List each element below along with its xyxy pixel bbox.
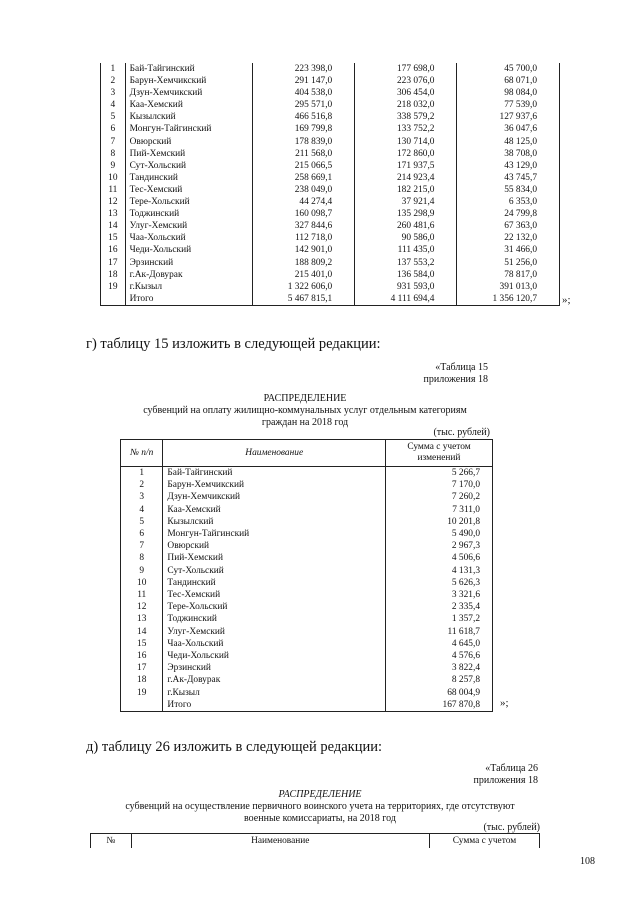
row-value-federal: 43 129,0 — [457, 160, 560, 172]
revenue-table — [100, 63, 560, 306]
row-name: Бай-Тайгинский — [163, 467, 386, 480]
row-value-regional: 137 553,2 — [355, 257, 457, 269]
row-value-federal: 67 363,0 — [457, 220, 560, 232]
col-header-name: Наименование — [163, 440, 386, 467]
row-number: 19 — [121, 687, 163, 699]
row-sum: 167 870,8 — [386, 699, 493, 712]
row-name: Чаа-Хольский — [163, 638, 386, 650]
row-value-regional: 177 698,0 — [355, 63, 457, 75]
row-value-total: 466 516,8 — [252, 111, 354, 123]
row-sum: 4 576,6 — [386, 650, 493, 662]
row-name: Сут-Хольский — [163, 565, 386, 577]
row-value-regional: 37 921,4 — [355, 196, 457, 208]
row-value-federal: 43 745,7 — [457, 172, 560, 184]
row-value-regional: 130 714,0 — [355, 136, 457, 148]
row-name: Монгун-Тайгинский — [125, 123, 252, 135]
row-name: Эрзинский — [125, 257, 252, 269]
row-sum: 5 626,3 — [386, 577, 493, 589]
row-name: Барун-Хемчикский — [125, 75, 252, 87]
row-number: 4 — [101, 99, 126, 111]
table-row — [121, 516, 493, 528]
row-value-federal: 68 071,0 — [457, 75, 560, 87]
section-g-title-block — [100, 393, 510, 429]
row-number: 9 — [101, 160, 126, 172]
section-d-units: (тыс. рублей) — [483, 822, 540, 833]
row-sum: 7 311,0 — [386, 504, 493, 516]
row-name: Тес-Хемский — [125, 184, 252, 196]
row-number: 2 — [101, 75, 126, 87]
row-value-total: 291 147,0 — [252, 75, 354, 87]
row-value-total: 178 839,0 — [252, 136, 354, 148]
row-value-total: 211 568,0 — [252, 148, 354, 160]
row-sum: 1 357,2 — [386, 613, 493, 625]
row-value-federal: 48 125,0 — [457, 136, 560, 148]
row-value-federal: 45 700,0 — [457, 63, 560, 75]
row-value-federal: 6 353,0 — [457, 196, 560, 208]
row-value-federal: 31 466,0 — [457, 244, 560, 256]
row-number: 11 — [121, 589, 163, 601]
row-number: 18 — [101, 269, 126, 281]
row-name: г.Кызыл — [125, 281, 252, 293]
col-header-number: № — [91, 834, 132, 849]
row-name: Улуг-Хемский — [163, 626, 386, 638]
row-value-federal: 127 937,6 — [457, 111, 560, 123]
row-number: 15 — [121, 638, 163, 650]
table-row — [121, 504, 493, 516]
row-name: Каа-Хемский — [125, 99, 252, 111]
row-number: 12 — [101, 196, 126, 208]
row-value-regional: 260 481,6 — [355, 220, 457, 232]
col-header-sum: Сумма с учетом — [429, 834, 539, 849]
section-d-title: РАСПРЕДЕЛЕНИЕ — [278, 789, 362, 800]
row-number: 8 — [101, 148, 126, 160]
table-row — [101, 136, 560, 148]
section-d-heading: д) таблицу 26 изложить в следующей редакции: — [86, 739, 383, 755]
col-header-name: Наименование — [131, 834, 429, 849]
row-value-total: 238 049,0 — [252, 184, 354, 196]
row-name: Кызылский — [125, 111, 252, 123]
row-number: 5 — [121, 516, 163, 528]
page-number: 108 — [580, 856, 595, 867]
row-name: Чеди-Хольский — [125, 244, 252, 256]
row-name: Чаа-Хольский — [125, 232, 252, 244]
row-number: 1 — [101, 63, 126, 75]
table-row — [121, 613, 493, 625]
row-value-regional: 90 586,0 — [355, 232, 457, 244]
military-registration-table — [90, 833, 540, 848]
row-number: 19 — [101, 281, 126, 293]
table-row — [121, 491, 493, 503]
section-g-heading: г) таблицу 15 изложить в следующей редакции: — [86, 336, 381, 352]
table-row — [121, 552, 493, 564]
row-value-total: 188 809,2 — [252, 257, 354, 269]
table-row — [121, 687, 493, 699]
row-number: 7 — [121, 540, 163, 552]
table-row — [101, 99, 560, 111]
section-d-subtitle2: военные комиссариаты, на 2018 год — [244, 813, 396, 824]
row-value-regional: 171 937,5 — [355, 160, 457, 172]
row-value-total: 142 901,0 — [252, 244, 354, 256]
row-sum: 4 131,3 — [386, 565, 493, 577]
table-row — [101, 111, 560, 123]
row-name: Итого — [125, 293, 252, 306]
row-number: 6 — [101, 123, 126, 135]
row-number: 6 — [121, 528, 163, 540]
row-number: 14 — [101, 220, 126, 232]
row-value-total: 215 401,0 — [252, 269, 354, 281]
row-value-federal: 1 356 120,7 — [457, 293, 560, 306]
row-value-total: 5 467 815,1 — [252, 293, 354, 306]
row-name: Тоджинский — [125, 208, 252, 220]
row-sum: 7 260,2 — [386, 491, 493, 503]
table-row — [101, 208, 560, 220]
row-value-total: 327 844,6 — [252, 220, 354, 232]
row-value-regional: 306 454,0 — [355, 87, 457, 99]
row-name: Улуг-Хемский — [125, 220, 252, 232]
table-row — [121, 662, 493, 674]
row-number — [101, 293, 126, 306]
row-value-total: 295 571,0 — [252, 99, 354, 111]
table-row — [121, 601, 493, 613]
section-d-ref-line1: «Таблица 26 — [485, 763, 538, 774]
section-d-ref-line2: приложения 18 — [473, 775, 538, 786]
row-number: 12 — [121, 601, 163, 613]
row-number: 13 — [101, 208, 126, 220]
row-number — [121, 699, 163, 712]
table1-closing-quote: »; — [562, 294, 571, 306]
row-number: 5 — [101, 111, 126, 123]
row-number: 16 — [121, 650, 163, 662]
row-value-federal: 78 817,0 — [457, 269, 560, 281]
row-name: Тоджинский — [163, 613, 386, 625]
row-name: Итого — [163, 699, 386, 712]
row-value-federal: 391 013,0 — [457, 281, 560, 293]
table-row — [121, 674, 493, 686]
table-row — [101, 75, 560, 87]
row-name: Пий-Хемский — [125, 148, 252, 160]
row-value-total: 169 799,8 — [252, 123, 354, 135]
row-value-total: 223 398,0 — [252, 63, 354, 75]
row-number: 17 — [121, 662, 163, 674]
table-row — [101, 172, 560, 184]
table2-closing-quote: »; — [500, 697, 509, 709]
row-value-regional: 133 752,2 — [355, 123, 457, 135]
section-d-subtitle1: субвенций на осуществление первичного воинского учета на территориях, где отсутствуют — [125, 801, 515, 812]
table-row — [101, 63, 560, 75]
row-value-federal: 77 539,0 — [457, 99, 560, 111]
row-name: г.Ак-Довурак — [125, 269, 252, 281]
row-number: 9 — [121, 565, 163, 577]
row-name: г.Ак-Довурак — [163, 674, 386, 686]
row-value-federal: 98 084,0 — [457, 87, 560, 99]
row-name: Сут-Хольский — [125, 160, 252, 172]
row-value-total: 112 718,0 — [252, 232, 354, 244]
table-row — [121, 577, 493, 589]
table-row — [121, 528, 493, 540]
section-g-subtitle2: граждан на 2018 год — [261, 417, 349, 428]
row-name: Тере-Хольский — [163, 601, 386, 613]
row-name: г.Кызыл — [163, 687, 386, 699]
row-name: Дзун-Хемчикский — [163, 491, 386, 503]
row-value-federal: 24 799,8 — [457, 208, 560, 220]
table-row — [101, 148, 560, 160]
row-value-total: 215 066,5 — [252, 160, 354, 172]
housing-subsidy-table — [120, 439, 493, 712]
section-d-title-block — [90, 789, 550, 825]
row-value-regional: 223 076,0 — [355, 75, 457, 87]
row-value-total: 160 098,7 — [252, 208, 354, 220]
table-row — [101, 184, 560, 196]
row-sum: 11 618,7 — [386, 626, 493, 638]
row-name: Чеди-Хольский — [163, 650, 386, 662]
table-row — [101, 257, 560, 269]
row-sum: 5 490,0 — [386, 528, 493, 540]
row-value-regional: 338 579,2 — [355, 111, 457, 123]
row-sum: 68 004,9 — [386, 687, 493, 699]
row-value-regional: 214 923,4 — [355, 172, 457, 184]
table-row — [101, 269, 560, 281]
row-number: 18 — [121, 674, 163, 686]
row-name: Тандинский — [125, 172, 252, 184]
row-name: Барун-Хемчикский — [163, 479, 386, 491]
row-number: 3 — [101, 87, 126, 99]
row-name: Бай-Тайгинский — [125, 63, 252, 75]
table-row — [101, 160, 560, 172]
row-number: 7 — [101, 136, 126, 148]
section-g-ref-line2: приложения 18 — [423, 374, 488, 385]
row-sum: 10 201,8 — [386, 516, 493, 528]
row-number: 4 — [121, 504, 163, 516]
row-value-regional: 182 215,0 — [355, 184, 457, 196]
col-header-sum: Сумма с учетом изменений — [386, 440, 493, 467]
table-row — [101, 232, 560, 244]
row-value-federal: 55 834,0 — [457, 184, 560, 196]
row-number: 11 — [101, 184, 126, 196]
table-row — [101, 87, 560, 99]
table-row — [121, 565, 493, 577]
row-value-total: 404 538,0 — [252, 87, 354, 99]
col-header-number: № п/п — [121, 440, 163, 467]
table-row — [121, 638, 493, 650]
row-name: Тандинский — [163, 577, 386, 589]
housing-subsidy-table-body — [121, 467, 493, 712]
table-row — [101, 196, 560, 208]
row-value-federal: 51 256,0 — [457, 257, 560, 269]
row-number: 1 — [121, 467, 163, 480]
row-value-regional: 136 584,0 — [355, 269, 457, 281]
row-number: 2 — [121, 479, 163, 491]
row-value-total: 1 322 606,0 — [252, 281, 354, 293]
row-number: 14 — [121, 626, 163, 638]
table-row — [121, 479, 493, 491]
row-sum: 4 645,0 — [386, 638, 493, 650]
table-row — [121, 626, 493, 638]
row-name: Монгун-Тайгинский — [163, 528, 386, 540]
row-value-regional: 931 593,0 — [355, 281, 457, 293]
row-number: 10 — [121, 577, 163, 589]
table-row — [121, 699, 493, 712]
row-number: 8 — [121, 552, 163, 564]
row-value-regional: 135 298,9 — [355, 208, 457, 220]
row-sum: 8 257,8 — [386, 674, 493, 686]
row-name: Пий-Хемский — [163, 552, 386, 564]
row-sum: 4 506,6 — [386, 552, 493, 564]
row-number: 17 — [101, 257, 126, 269]
row-number: 15 — [101, 232, 126, 244]
row-sum: 3 822,4 — [386, 662, 493, 674]
table-row — [121, 650, 493, 662]
row-name: Кызылский — [163, 516, 386, 528]
row-sum: 3 321,6 — [386, 589, 493, 601]
row-number: 13 — [121, 613, 163, 625]
row-value-regional: 111 435,0 — [355, 244, 457, 256]
row-value-total: 258 669,1 — [252, 172, 354, 184]
row-value-federal: 22 132,0 — [457, 232, 560, 244]
row-number: 3 — [121, 491, 163, 503]
table-row — [121, 540, 493, 552]
row-value-total: 44 274,4 — [252, 196, 354, 208]
row-value-regional: 4 111 694,4 — [355, 293, 457, 306]
section-g-subtitle1: субвенций на оплату жилищно-коммунальных услуг отдельным категориям — [143, 405, 467, 416]
row-name: Тес-Хемский — [163, 589, 386, 601]
row-name: Эрзинский — [163, 662, 386, 674]
section-g-ref-line1: «Таблица 15 — [435, 362, 488, 373]
table-row — [121, 467, 493, 480]
table-row — [101, 293, 560, 306]
row-value-regional: 218 032,0 — [355, 99, 457, 111]
row-sum: 2 335,4 — [386, 601, 493, 613]
revenue-table-body — [101, 63, 560, 305]
section-g-title: РАСПРЕДЕЛЕНИЕ — [263, 393, 347, 404]
row-name: Каа-Хемский — [163, 504, 386, 516]
row-name: Тере-Хольский — [125, 196, 252, 208]
table-row — [121, 589, 493, 601]
row-sum: 2 967,3 — [386, 540, 493, 552]
section-g-units: (тыс. рублей) — [433, 427, 490, 438]
row-sum: 7 170,0 — [386, 479, 493, 491]
row-name: Дзун-Хемчикский — [125, 87, 252, 99]
table-row — [101, 244, 560, 256]
table-row — [101, 281, 560, 293]
row-number: 10 — [101, 172, 126, 184]
row-number: 16 — [101, 244, 126, 256]
section-g-table-ref — [380, 362, 488, 386]
section-d-table-ref — [420, 763, 538, 787]
row-value-regional: 172 860,0 — [355, 148, 457, 160]
row-value-federal: 36 047,6 — [457, 123, 560, 135]
row-name: Овюрский — [163, 540, 386, 552]
row-sum: 5 266,7 — [386, 467, 493, 480]
row-value-federal: 38 708,0 — [457, 148, 560, 160]
table-row — [101, 220, 560, 232]
table-row — [101, 123, 560, 135]
row-name: Овюрский — [125, 136, 252, 148]
